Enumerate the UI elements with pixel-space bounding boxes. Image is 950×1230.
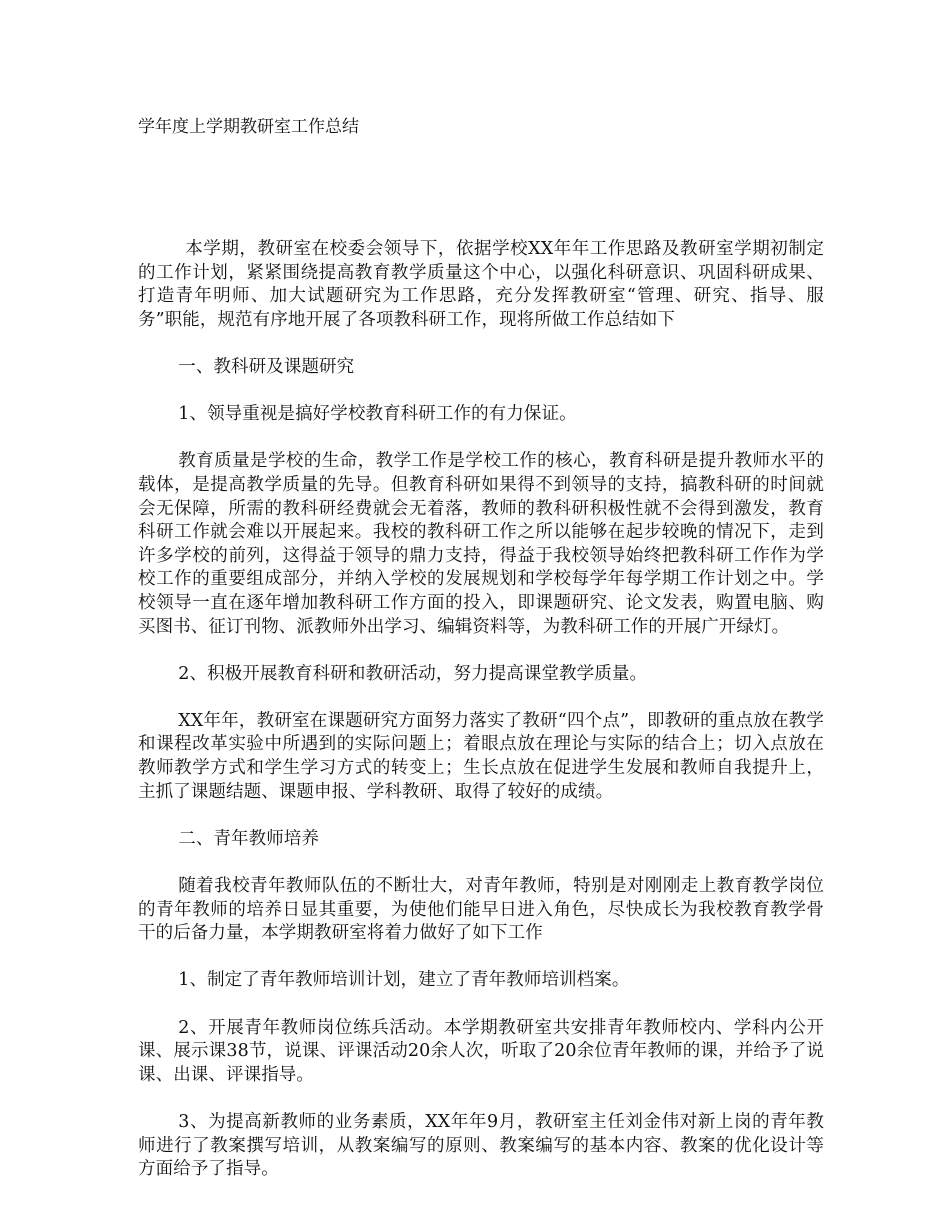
list-item-training-plan: 1、制定了青年教师培训计划，建立了青年教师培训档案。 (178, 970, 630, 991)
subheading-activities: 2、积极开展教育科研和教研活动，努力提高课堂教学质量。 (178, 663, 648, 684)
document-body (138, 238, 824, 1205)
list-item-lesson-plan: 3、为提高新教师的业务素质，XX年年9月，教研室主任刘金伟对新上岗的青年教师进行了教案撰写培训，从教案编写的原则、教案编写的基本内容、教案的优化设计等方面给予了指导。 (138, 1111, 824, 1180)
subheading-leadership: 1、领导重视是搞好学校教育科研工作的有力保证。 (178, 404, 577, 425)
document-title: 学年度上学期教研室工作总结 (138, 117, 359, 137)
section-heading-research: 一、教科研及课题研究 (178, 356, 355, 377)
paragraph-activities: XX年年，教研室在课题研究方面努力落实了教研“四个点”，即教研的重点放在教学和课程改革实验中所遇到的实际问题上；着眼点放在理论与实际的结合上；切入点放在教师教学方式和学生学习方式的转变上；生长点放在促进学生发展和教师自我提升上，主抓了课题结题、课题申报、学科教研、取得了较好的成绩。 (138, 710, 824, 802)
list-item-practice: 2、开展青年教师岗位练兵活动。本学期教研室共安排青年教师校内、学科内公开课、展示课38节，说课、评课活动20余人次，听取了20余位青年教师的课，并给予了说课、出课、评课指导。 (138, 1017, 824, 1085)
paragraph-young-teachers: 随着我校青年教师队伍的不断壮大，对青年教师，特别是对刚刚走上教育教学岗位的青年教师的培养日显其重要，为使他们能早日进入角色，尽快成长为我校教育教学骨干的后备力量，本学期教研室将着力做好了如下工作 (138, 876, 824, 944)
intro-paragraph: 本学期，教研室在校委会领导下，依据学校XX年年工作思路及教研室学期初制定的工作计划，紧紧围绕提高教育教学质量这个中心，以强化科研意识、巩固科研成果、打造青年明师、加大试题研究为工作思路，充分发挥教研室“管理、研究、指导、服务”职能，规范有序地开展了各项教科研工作，现将所做工作总结如下 (138, 239, 824, 330)
section-heading-young-teachers: 二、青年教师培养 (178, 828, 320, 849)
paragraph-leadership: 教育质量是学校的生命，教学工作是学校工作的核心，教育科研是提升教师水平的载体，是提高教学质量的先导。但教育科研如果得不到领导的支持，搞教科研的时间就会无保障，所需的教科研经费就会无着落，教师的教科研积极性就不会得到激发，教育科研工作就会难以开展起来。我校的教科研工作之所以能够在起步较晚的情况下，走到许多学校的前列，这得益于领导的鼎力支持，得益于我校领导始终把教科研工作作为学校工作的重要组成部分，并纳入学校的发展规划和学校每学年每学期工作计划之中。学校领导一直在逐年增加教科研工作方面的投入，即课题研究、论文发表，购置电脑、购买图书、征订刊物、派教师外出学习、编辑资料等，为教科研工作的开展广开绿灯。 (138, 451, 824, 637)
